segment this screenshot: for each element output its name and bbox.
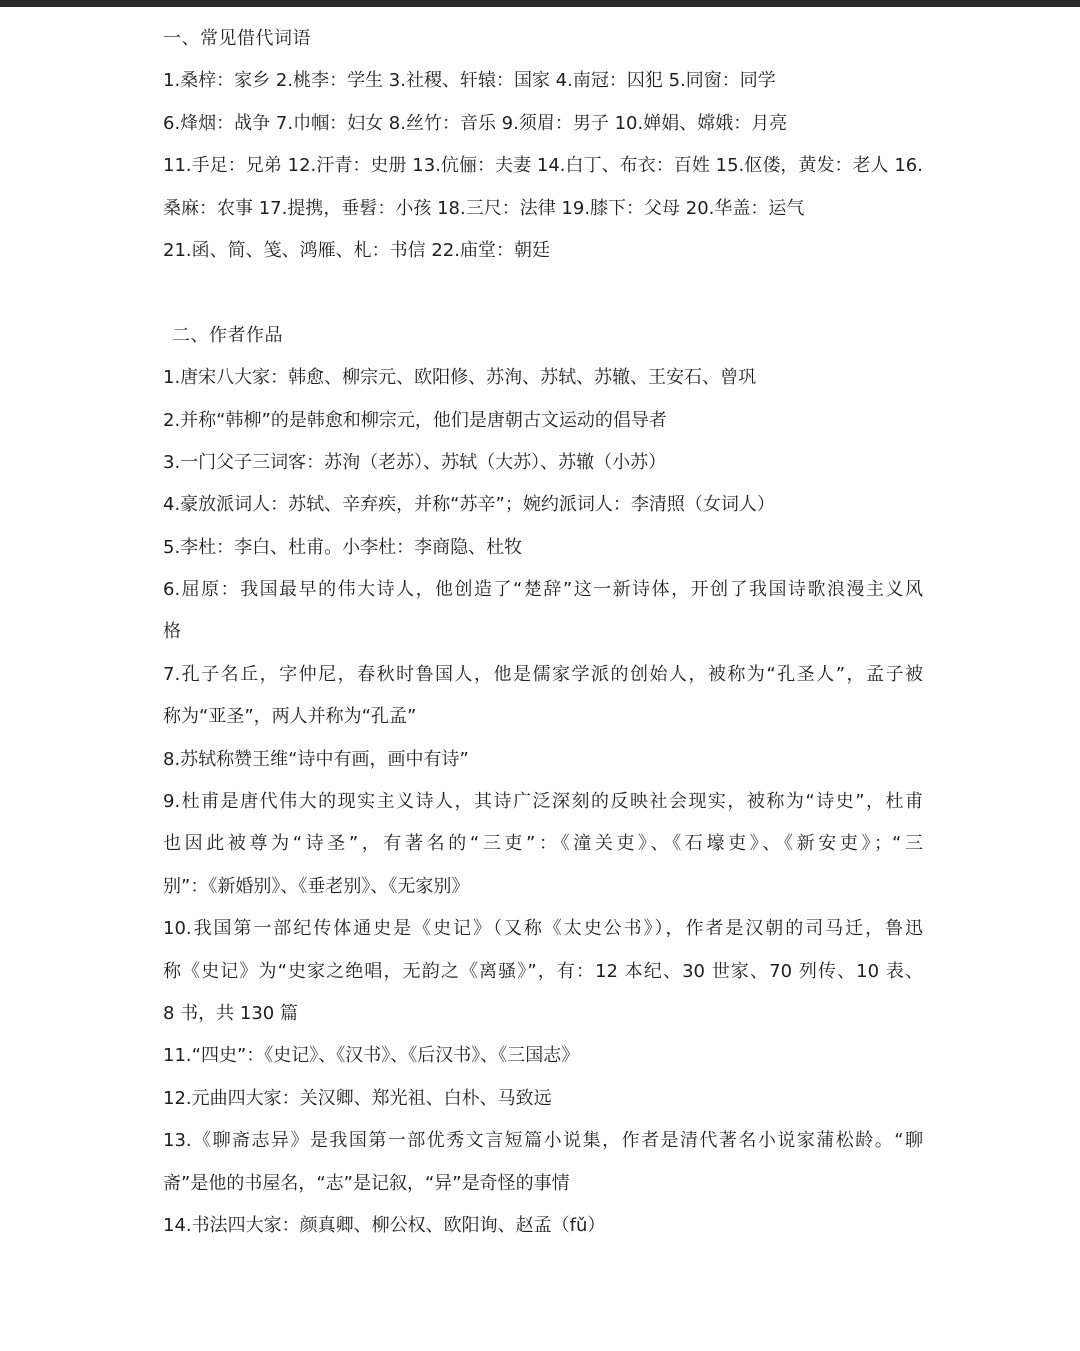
- section-2-heading: 二、作者作品: [172, 324, 283, 346]
- section-2-line-8: 7.孔子名丘，字仲尼，春秋时鲁国人，他是儒家学派的创始人，被称为“孔圣人”，孟子被: [163, 663, 923, 685]
- section-2-line-10: 8.苏轼称赞王维“诗中有画，画中有诗”: [163, 748, 469, 770]
- document-page: [163, 18, 923, 1247]
- section-2-line-7: 格: [163, 621, 181, 643]
- section-2-line-13: 别”：《新婚别》、《垂老别》、《无家别》: [163, 875, 470, 897]
- section-2-line-20: 斋”是他的书屋名，“志”是记叙，“异”是奇怪的事情: [163, 1172, 570, 1194]
- section-2-line-5: 5.李杜：李白、杜甫。小李杜：李商隐、杜牧: [163, 536, 523, 558]
- section-2-line-2: 2.并称“韩柳”的是韩愈和柳宗元，他们是唐朝古文运动的倡导者: [163, 409, 667, 431]
- section-2-line-16: 8 书，共 130 篇: [163, 1002, 298, 1024]
- section-2-line-19: 13.《聊斋志异》是我国第一部优秀文言短篇小说集，作者是清代著名小说家蒲松龄。“聊: [163, 1130, 923, 1152]
- section-1-line-2: 6.烽烟：战争 7.巾帼：妇女 8.丝竹：音乐 9.须眉：男子 10.婵娟、嫦娥：月亮: [163, 112, 788, 134]
- section-1-line-4: 桑麻：农事 17.提携，垂髫：小孩 18.三尺：法律 19.膝下：父母 20.华盖：运气: [163, 197, 805, 219]
- section-gap: [163, 272, 923, 314]
- section-1-line-1: 1.桑梓：家乡 2.桃李：学生 3.社稷、轩辕：国家 4.南冠：囚犯 5.同窗：同学: [163, 70, 776, 92]
- section-2-line-21: 14.书法四大家：颜真卿、柳公权、欧阳询、赵孟（fǔ）: [163, 1214, 606, 1236]
- section-2-line-1: 1.唐宋八大家：韩愈、柳宗元、欧阳修、苏洵、苏轼、苏辙、王安石、曾巩: [163, 367, 757, 389]
- section-2-line-3: 3.一门父子三词客：苏洵（老苏）、苏轼（大苏）、苏辙（小苏）: [163, 451, 667, 473]
- section-2-line-14: 10.我国第一部纪传体通史是《史记》（又称《太史公书》），作者是汉朝的司马迁，鲁迅: [163, 918, 923, 940]
- section-2-line-9: 称为“亚圣”，两人并称为“孔孟”: [163, 706, 417, 728]
- section-2-line-6: 6.屈原：我国最早的伟大诗人，他创造了“楚辞”这一新诗体，开创了我国诗歌浪漫主义风: [163, 579, 923, 601]
- section-2-line-11: 9.杜甫是唐代伟大的现实主义诗人，其诗广泛深刻的反映社会现实，被称为“诗史”，杜甫: [163, 791, 923, 813]
- top-border-bar: [0, 0, 1080, 7]
- section-2-line-17: 11.“四史”：《史记》、《汉书》、《后汉书》、《三国志》: [163, 1045, 580, 1067]
- section-2-line-12: 也因此被尊为“诗圣”，有著名的“三吏”：《潼关吏》、《石壕吏》、《新安吏》；“三: [163, 833, 923, 855]
- section-1-line-5: 21.函、简、笺、鸿雁、札：书信 22.庙堂：朝廷: [163, 239, 550, 261]
- section-2-line-4: 4.豪放派词人：苏轼、辛弃疾，并称“苏辛”；婉约派词人：李清照（女词人）: [163, 494, 775, 516]
- section-2-line-15: 称《史记》为“史家之绝唱，无韵之《离骚》”，有：12 本纪、30 世家、70 列传、10 表、: [163, 960, 923, 982]
- section-1-line-3: 11.手足：兄弟 12.汗青：史册 13.伉俪：夫妻 14.白丁、布衣：百姓 15.伛偻，黄发：老人 16.: [163, 155, 923, 177]
- section-2-line-18: 12.元曲四大家：关汉卿、郑光祖、白朴、马致远: [163, 1087, 552, 1109]
- section-1-heading: 一、常见借代词语: [163, 28, 311, 49]
